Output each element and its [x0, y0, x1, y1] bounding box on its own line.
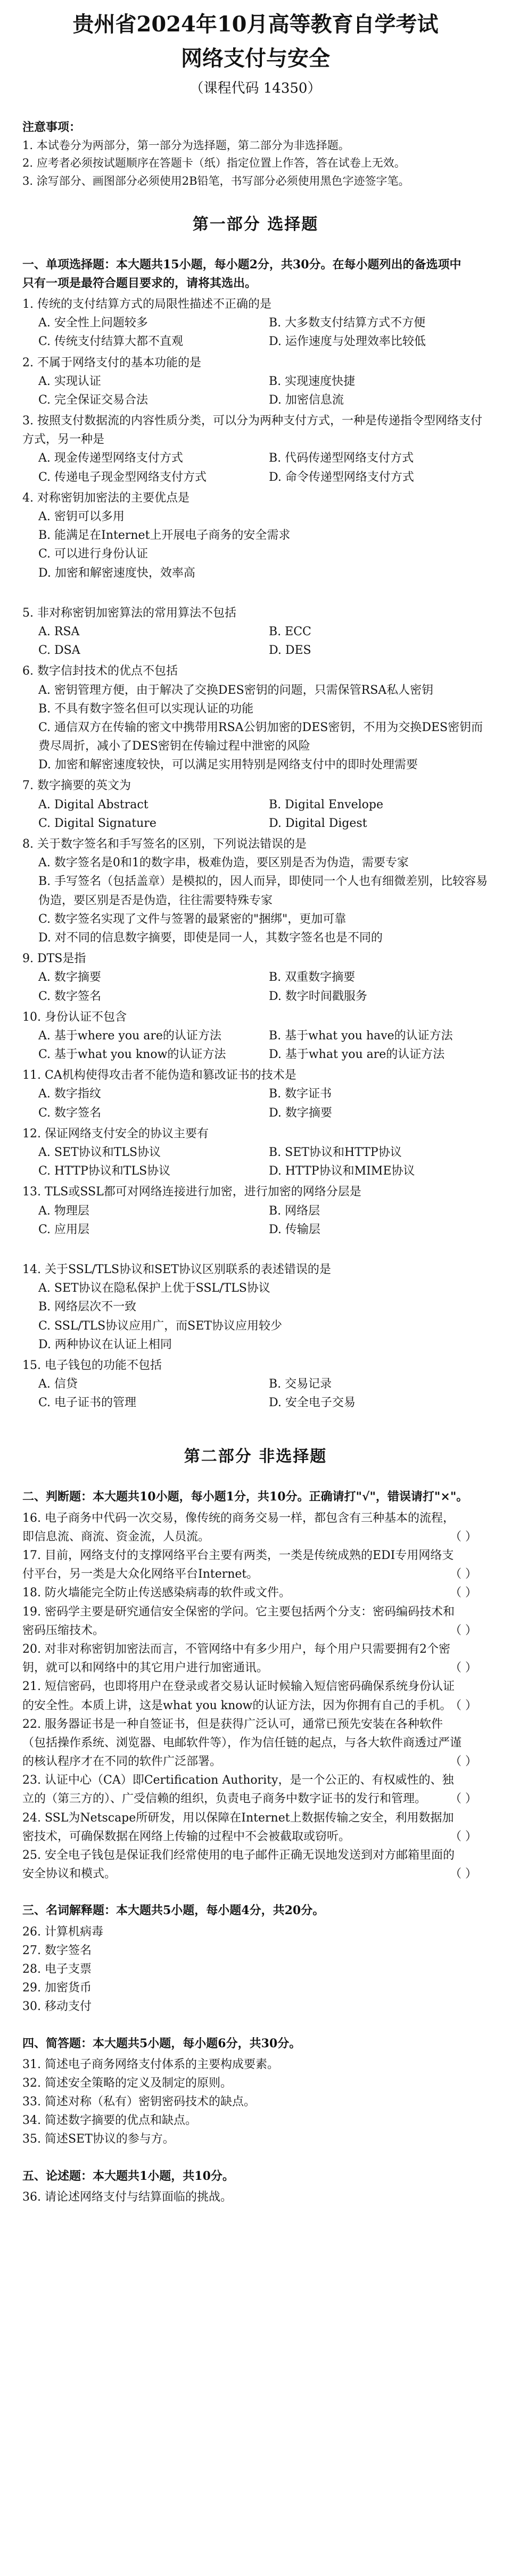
- question-item: [22, 489, 489, 583]
- true-false-item: [22, 1809, 489, 1846]
- question-item: [22, 1008, 489, 1064]
- question-stem: 8. 关于数字签名和手写签名的区别，下列说法错误的是: [22, 838, 307, 851]
- essay-section-heading: 五、论述题：本大题共1小题，共10分。: [22, 2169, 234, 2183]
- question-stem: 9. DTS是指: [22, 952, 86, 966]
- note-item: 1. 本试卷分为两部分，第一部分为选择题，第二部分为非选择题。: [22, 138, 350, 152]
- term-section-heading: 三、名词解释题：本大题共5小题，每小题4分，共20分。: [22, 1904, 325, 1918]
- true-false-text: 18. 防火墙能完全防止传送感染病毒的软件或文件。: [22, 1586, 291, 1600]
- options-group: [22, 1143, 489, 1180]
- true-false-text: 23. 认证中心（CA）即Certification Authority，是一个公正的、有权威性的、独立的（第三方的）、广受信赖的组织，负责电子商务中数字证书的发行和管理。: [22, 1774, 454, 1806]
- question-stem: 11. CA机构使得攻击者不能伪造和篡改证书的技术是: [22, 1069, 296, 1082]
- notes-heading: 注意事项：: [22, 120, 81, 134]
- multiple-choice-list: [22, 295, 489, 1413]
- term-item: 30. 移动支付: [22, 2000, 92, 2014]
- true-false-text: 19. 密码学主要是研究通信安全保密的学问。它主要包括两个分支：密码编码技术和密码压缩技术。: [22, 1605, 455, 1637]
- question-stem: 5. 非对称密钥加密算法的常用算法不包括: [22, 606, 236, 620]
- option-b: B. 能满足在Internet上开展电子商务的安全需求: [38, 529, 291, 543]
- option-c: C. 数字签名: [38, 1106, 102, 1120]
- option-a: A. 物理层: [38, 1204, 89, 1218]
- short-answer-item: 34. 简述数字摘要的优点和缺点。: [22, 2114, 197, 2128]
- option-c: C. DSA: [38, 644, 80, 658]
- question-item: [22, 662, 489, 774]
- question-item: [22, 295, 489, 351]
- question-item: [22, 1066, 489, 1122]
- short-answer-item: 31. 简述电子商务网络支付体系的主要构成要素。: [22, 2057, 279, 2071]
- course-code: （课程代码 14350）: [189, 80, 322, 96]
- short-answer-item: 33. 简述对称（私有）密钥密码技术的缺点。: [22, 2095, 256, 2109]
- option-a: A. 数字签名是0和1的数字串，极难伪造，要区别是否为伪造，需要专家: [38, 856, 409, 870]
- option-a: A. 实现认证: [38, 374, 101, 388]
- question-item: [22, 604, 489, 660]
- option-a: A. 密钥可以多用: [38, 510, 125, 523]
- option-b: B. 大多数支付结算方式不方便: [269, 316, 426, 330]
- option-d: D. Digital Digest: [269, 816, 367, 830]
- options-group: [22, 314, 489, 351]
- answer-parentheses: （ ）: [450, 1530, 477, 1544]
- question-stem: 2. 不属于网络支付的基本功能的是: [22, 356, 201, 370]
- true-false-item: [22, 1640, 489, 1677]
- true-false-text: 16. 电子商务中代码一次交易，像传统的商务交易一样，都包含有三种基本的流程，即信息流、商流、资金流，人员流。: [22, 1511, 455, 1544]
- question-item: [22, 835, 489, 947]
- answer-parentheses: （ ）: [450, 1661, 477, 1675]
- options-group: [22, 1027, 489, 1064]
- option-c: C. 应用层: [38, 1223, 90, 1236]
- options-group: [22, 1375, 489, 1412]
- true-false-item: [22, 1771, 489, 1808]
- option-b: B. Digital Envelope: [269, 798, 383, 811]
- options-group: [22, 1085, 489, 1122]
- short-answer-list: [22, 2055, 489, 2149]
- answer-parentheses: （ ）: [450, 1867, 477, 1881]
- option-c: C. 传递电子现金型网络支付方式: [38, 470, 207, 484]
- true-false-item: [22, 1846, 489, 1883]
- options-group: [22, 795, 489, 833]
- option-d: D. 基于what you are的认证方法: [269, 1048, 445, 1062]
- option-a: A. 基于where you are的认证方法: [38, 1029, 221, 1043]
- question-stem: 14. 关于SSL/TLS协议和SET协议区别联系的表述错误的是: [22, 1262, 331, 1276]
- part1-title: 第一部分 选择题: [192, 215, 319, 234]
- true-false-text: 22. 服务器证书是一种自签证书，但是获得广泛认可，通常已预先安装在各种软件（包括操作系统、浏览器、电邮软件等），作为信任链的起点，与各大软件商透过严谨的核认程序才在不同的软件广泛部署。: [22, 1717, 462, 1769]
- question-item: [22, 1125, 489, 1181]
- term-item: 28. 电子支票: [22, 1962, 92, 1976]
- option-c: C. 数字签名实现了文件与签署的最紧密的"捆绑"，更加可靠: [38, 912, 347, 926]
- short-answer-item: 35. 简述SET协议的参与方。: [22, 2132, 175, 2146]
- option-c: C. 数字签名: [38, 989, 102, 1003]
- options-group: [22, 449, 489, 486]
- option-b: B. 实现速度快捷: [269, 374, 356, 388]
- question-item: [22, 412, 489, 487]
- true-false-list: [22, 1509, 489, 1884]
- true-false-item: [22, 1677, 489, 1714]
- option-c: C. HTTP协议和TLS协议: [38, 1164, 171, 1178]
- option-a: A. SET协议和TLS协议: [38, 1146, 161, 1159]
- true-false-item: [22, 1509, 489, 1546]
- part2-title: 第二部分 非选择题: [184, 1447, 327, 1466]
- essay-item: 36. 请论述网络支付与结算面临的挑战。: [22, 2190, 232, 2204]
- options-group: [22, 622, 489, 660]
- answer-parentheses: （ ）: [450, 1699, 477, 1712]
- option-c: C. 可以进行身份认证: [38, 547, 149, 561]
- question-stem: 13. TLS或SSL都可对网络连接进行加密，进行加密的网络分层是: [22, 1185, 361, 1199]
- note-item: 2. 应考者必须按试题顺序在答题卡（纸）指定位置上作答，答在试卷上无效。: [22, 157, 406, 170]
- option-b: B. SET协议和HTTP协议: [269, 1146, 402, 1159]
- question-stem: 10. 身份认证不包含: [22, 1010, 127, 1024]
- option-d: D. DES: [269, 644, 311, 658]
- option-c: C. Digital Signature: [38, 816, 156, 830]
- true-false-text: 17. 目前，网络支付的支撑网络平台主要有两类，一类是传统成熟的EDI专用网络支付平台，另一类是大众化网络平台Internet。: [22, 1549, 454, 1581]
- option-d: D. 加密信息流: [269, 393, 344, 407]
- question-item: [22, 776, 489, 833]
- option-b: B. 数字证书: [269, 1087, 332, 1101]
- option-d: D. 数字摘要: [269, 1106, 332, 1120]
- option-d: D. 对不同的信息数字摘要，即使是同一人，其数字签名也是不同的: [38, 931, 383, 945]
- option-d: D. 命令传递型网络支付方式: [269, 470, 414, 484]
- question-stem: 12. 保证网络支付安全的协议主要有: [22, 1127, 209, 1141]
- question-item: [22, 354, 489, 410]
- options-group: [22, 681, 489, 775]
- answer-parentheses: （ ）: [450, 1586, 477, 1600]
- question-stem: 6. 数字信封技术的优点不包括: [22, 664, 178, 678]
- true-false-text: 25. 安全电子钱包是保证我们经常使用的电子邮件正确无误地发送到对方邮箱里面的安全协议和模式。: [22, 1849, 455, 1881]
- option-c: C. 完全保证交易合法: [38, 393, 149, 407]
- subject-title: 网络支付与安全: [181, 46, 330, 71]
- note-item: 3. 涂写部分、画图部分必须使用2B铅笔，书写部分必须使用黑色字迹签字笔。: [22, 174, 410, 187]
- options-group: [22, 1202, 489, 1239]
- answer-parentheses: （ ）: [450, 1568, 477, 1581]
- question-item: [22, 1183, 489, 1239]
- option-d: D. 加密和解密速度较快，可以满足实用特别是网络支付中的即时处理需要: [38, 758, 418, 772]
- question-item: [22, 949, 489, 1006]
- option-b: B. 网络层次不一致: [38, 1300, 137, 1314]
- question-item: [22, 1356, 489, 1413]
- option-c: C. 通信双方在传输的密文中携带用RSA公钥加密的DES密钥，不用为交换DES密钥而费尽周折，减小了DES密钥在传输过程中泄密的风险: [38, 720, 483, 753]
- option-b: B. ECC: [269, 625, 311, 638]
- option-c: C. SSL/TLS协议应用广，而SET协议应用较少: [38, 1319, 282, 1333]
- true-false-text: 20. 对非对称密钥加密法而言，不管网络中有多少用户，每个用户只需要拥有2个密钥，就可以和网络中的其它用户进行加密通讯。: [22, 1642, 450, 1675]
- term-item: 29. 加密货币: [22, 1981, 92, 1995]
- true-false-item: [22, 1546, 489, 1584]
- option-c: C. 传统支付结算大都不直观: [38, 335, 184, 349]
- question-item: [22, 1260, 489, 1354]
- option-b: B. 交易记录: [269, 1377, 332, 1391]
- true-false-item: [22, 1603, 489, 1640]
- option-b: B. 不具有数字签名但可以实现认证的功能: [38, 702, 254, 716]
- answer-parentheses: （ ）: [450, 1755, 477, 1769]
- options-group: [22, 1279, 489, 1354]
- tf-section-heading: 二、判断题：本大题共10小题，每小题1分，共10分。正确请打"√"，错误请打"×"。: [22, 1490, 468, 1504]
- option-d: D. 安全电子交易: [269, 1396, 356, 1410]
- option-d: D. 数字时间戳服务: [269, 989, 367, 1003]
- term-item: 27. 数字签名: [22, 1943, 92, 1957]
- option-a: A. RSA: [38, 625, 80, 638]
- question-stem: 3. 按照支付数据流的内容性质分类，可以分为两种支付方式，一种是传递指令型网络支付方式，另一种是: [22, 414, 482, 447]
- option-a: A. 数字摘要: [38, 971, 101, 985]
- answer-parentheses: （ ）: [450, 1830, 477, 1843]
- question-stem: 15. 电子钱包的功能不包括: [22, 1358, 162, 1372]
- question-stem: 1. 传统的支付结算方式的局限性描述不正确的是: [22, 297, 271, 311]
- option-a: A. 现金传递型网络支付方式: [38, 452, 183, 465]
- option-b: B. 手写签名（包括盖章）是模拟的，因人而异，即使同一个人也有细微差别，比较容易伪造，要区别是否是伪造，往往需要特殊专家: [38, 875, 488, 907]
- option-a: A. 密钥管理方便，由于解决了交换DES密钥的问题，只需保管RSA私人密钥: [38, 683, 434, 697]
- exam-title: 贵州省2024年10月高等教育自学考试: [72, 12, 439, 37]
- true-false-text: 21. 短信密码，也即将用户在登录或者交易认证时候输入短信密码确保系统身份认证的安全性。本质上讲，这是what you know的认证方法，因为你拥有自己的手机。: [22, 1680, 455, 1712]
- term-item: 26. 计算机病毒: [22, 1925, 103, 1939]
- option-a: A. 数字指纹: [38, 1087, 101, 1101]
- term-list: [22, 1923, 489, 2016]
- true-false-item: [22, 1584, 489, 1602]
- option-b: B. 代码传递型网络支付方式: [269, 452, 414, 465]
- short-answer-section-heading: 四、简答题：本大题共5小题，每小题6分，共30分。: [22, 2036, 301, 2050]
- options-group: [22, 854, 489, 947]
- option-d: D. 传输层: [269, 1223, 320, 1236]
- answer-parentheses: （ ）: [450, 1623, 477, 1637]
- option-b: B. 网络层: [269, 1204, 320, 1218]
- options-group: [22, 372, 489, 409]
- option-d: D. 加密和解密速度快，效率高: [38, 566, 195, 580]
- option-c: C. 基于what you know的认证方法: [38, 1048, 226, 1062]
- true-false-item: [22, 1715, 489, 1771]
- notes-list: [22, 137, 489, 191]
- option-a: A. 信贷: [38, 1377, 78, 1391]
- option-d: D. 运作速度与处理效率比较低: [269, 335, 426, 349]
- option-b: B. 双重数字摘要: [269, 971, 356, 985]
- mc-section-heading: 一、单项选择题：本大题共15小题，每小题2分，共30分。在每小题列出的备选项中 只有一项是最符合题目要求的，请将其选出。: [22, 257, 461, 290]
- option-c: C. 电子证书的管理: [38, 1396, 137, 1410]
- option-a: A. Digital Abstract: [38, 798, 149, 811]
- question-stem: 7. 数字摘要的英文为: [22, 779, 131, 793]
- question-stem: 4. 对称密钥加密法的主要优点是: [22, 491, 189, 505]
- option-d: D. 两种协议在认证上相同: [38, 1338, 172, 1351]
- option-a: A. 安全性上问题较多: [38, 316, 148, 330]
- option-d: D. HTTP协议和MIME协议: [269, 1164, 415, 1178]
- options-group: [22, 968, 489, 1005]
- option-a: A. SET协议在隐私保护上优于SSL/TLS协议: [38, 1282, 270, 1295]
- answer-parentheses: （ ）: [450, 1792, 477, 1806]
- essay-list: [22, 2188, 489, 2206]
- short-answer-item: 32. 简述安全策略的定义及制定的原则。: [22, 2076, 232, 2090]
- true-false-text: 24. SSL为Netscape所研发，用以保障在Internet上数据传输之安全，利用数据加密技术，可确保数据在网络上传输的过程中不会被截取或窃听。: [22, 1811, 454, 1843]
- options-group: [22, 507, 489, 583]
- option-b: B. 基于what you have的认证方法: [269, 1029, 453, 1043]
